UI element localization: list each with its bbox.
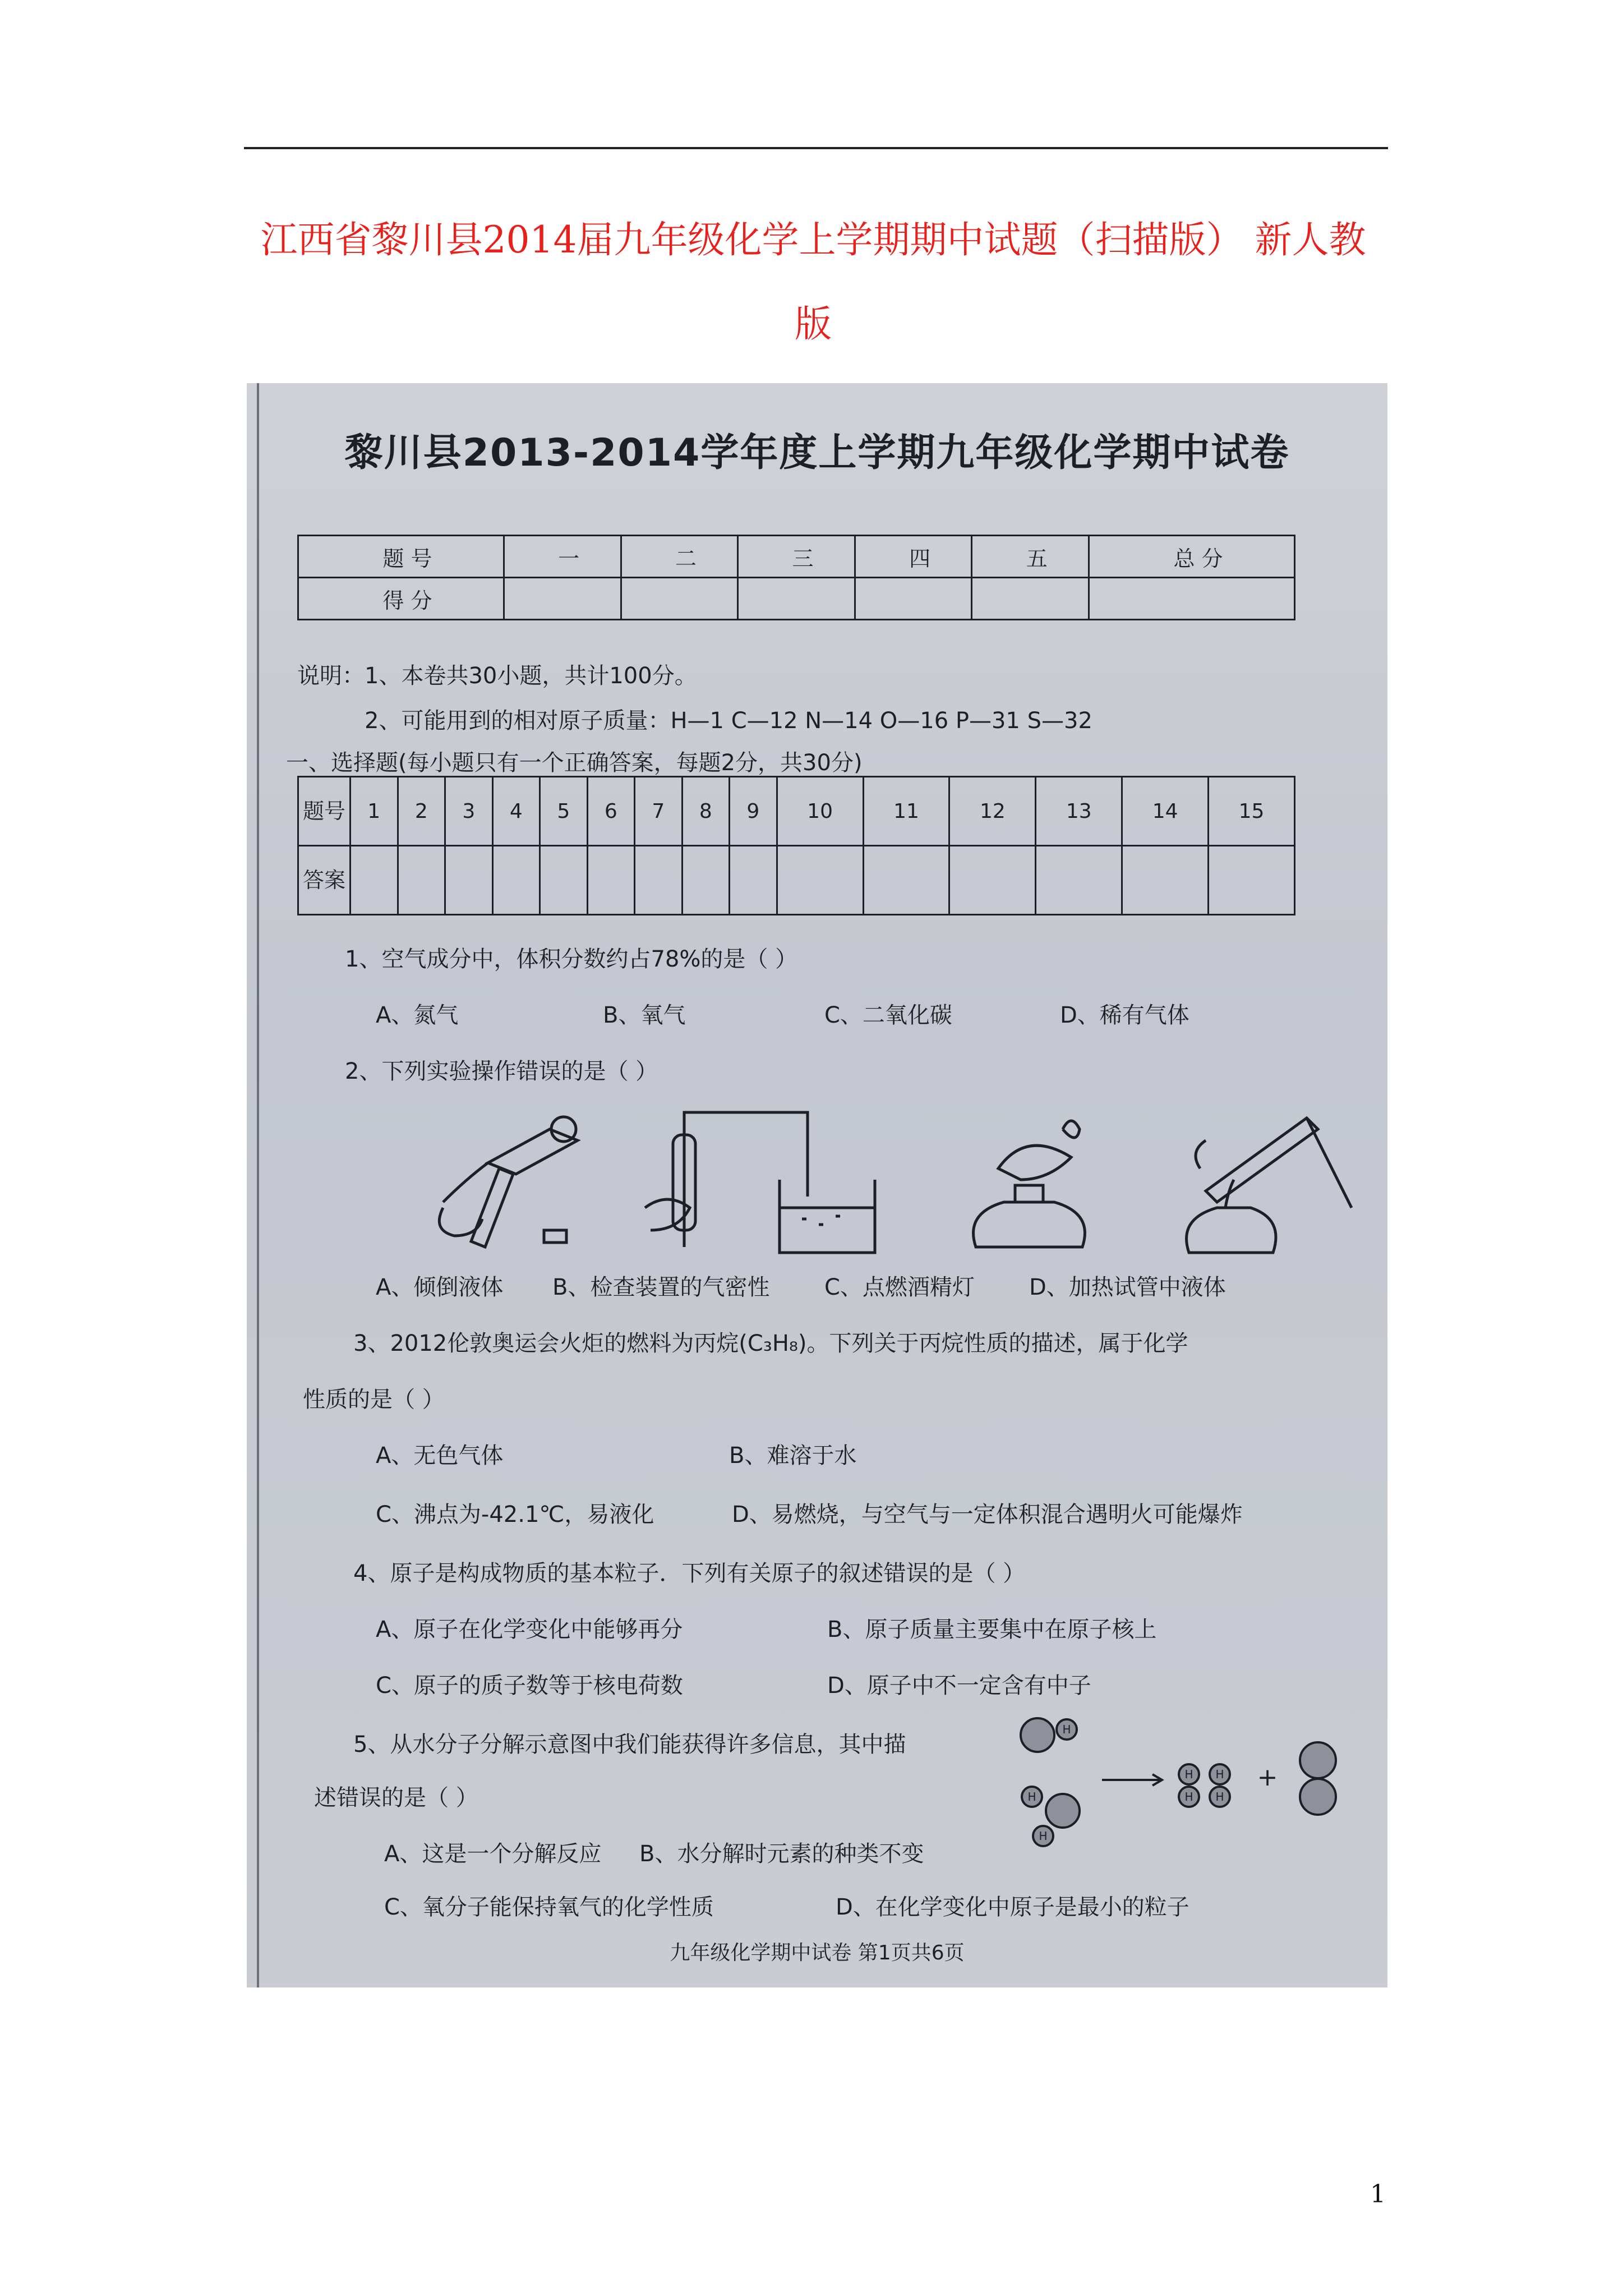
score-header-cell: 一 bbox=[504, 536, 621, 578]
scan-margin-line bbox=[257, 383, 259, 1987]
q1-option-b: B、氧气 bbox=[603, 1002, 686, 1028]
question-number-cell: 3 bbox=[445, 777, 493, 846]
question-number-cell: 7 bbox=[635, 777, 683, 846]
score-header-cell: 二 bbox=[621, 536, 738, 578]
question-number-cell: 10 bbox=[777, 777, 863, 846]
q5-option-b: B、水分解时元素的种类不变 bbox=[639, 1841, 924, 1867]
atom-label: H bbox=[1184, 1790, 1193, 1803]
answer-cell bbox=[351, 846, 398, 915]
question-number-cell: 5 bbox=[540, 777, 588, 846]
q2-option-d: D、加热试管中液体 bbox=[1029, 1274, 1226, 1300]
section-1-heading: 一、选择题(每小题只有一个正确答案，每题2分，共30分) bbox=[286, 750, 863, 776]
atom-label: H bbox=[1062, 1723, 1071, 1736]
question-number-cell: 11 bbox=[863, 777, 949, 846]
answer-cell bbox=[635, 846, 683, 915]
q1-option-c: C、二氧化碳 bbox=[824, 1002, 952, 1028]
q2-stem: 2、下列实验操作错误的是（ ） bbox=[345, 1059, 658, 1084]
score-cell bbox=[972, 578, 1089, 620]
q4-option-c: C、原子的质子数等于核电荷数 bbox=[376, 1673, 683, 1699]
q2-option-a: A、倾倒液体 bbox=[376, 1274, 504, 1300]
score-cell bbox=[855, 578, 972, 620]
question-number-cell: 9 bbox=[730, 777, 777, 846]
question-number-cell: 14 bbox=[1122, 777, 1209, 846]
scanned-exam-page bbox=[247, 383, 1387, 1987]
score-cell bbox=[1089, 578, 1295, 620]
answer-cell bbox=[777, 846, 863, 915]
header-rule bbox=[244, 147, 1388, 149]
q4-stem: 4、原子是构成物质的基本粒子．下列有关原子的叙述错误的是（ ） bbox=[353, 1561, 1026, 1586]
q5-option-a: A、这是一个分解反应 bbox=[384, 1841, 602, 1867]
q3-stem-continued: 性质的是（ ） bbox=[303, 1387, 445, 1412]
q3-option-c: C、沸点为-42.1℃，易液化 bbox=[376, 1502, 654, 1527]
question-number-cell: 6 bbox=[587, 777, 635, 846]
heating-liquid-figure bbox=[1166, 1096, 1368, 1264]
atom-label: H bbox=[1215, 1768, 1224, 1781]
atom-label: H bbox=[1027, 1790, 1036, 1803]
question-number-cell: 15 bbox=[1209, 777, 1295, 846]
answer-cell bbox=[1122, 846, 1209, 915]
answer-cell bbox=[1036, 846, 1122, 915]
note-1: 说明：1、本卷共30小题，共计100分。 bbox=[297, 663, 697, 689]
answer-cell bbox=[682, 846, 730, 915]
score-label-cell: 得 分 bbox=[298, 578, 504, 620]
exam-title: 黎川县2013-2014学年度上学期九年级化学期中试卷 bbox=[344, 431, 1290, 475]
q5-stem: 5、从水分子分解示意图中我们能获得许多信息，其中描 bbox=[353, 1732, 906, 1757]
q4-option-d: D、原子中不一定含有中子 bbox=[827, 1673, 1091, 1699]
atom-label: H bbox=[1184, 1768, 1193, 1781]
score-header-cell: 五 bbox=[972, 536, 1089, 578]
pouring-liquid-figure bbox=[421, 1096, 606, 1264]
answer-cell bbox=[863, 846, 949, 915]
answer-cell bbox=[587, 846, 635, 915]
question-number-cell: 8 bbox=[682, 777, 730, 846]
document-title-line1: 江西省黎川县2014届九年级化学上学期期中试题（扫描版） 新人教 bbox=[260, 218, 1366, 261]
answer-cell bbox=[949, 846, 1036, 915]
answer-table-head-number: 题号 bbox=[298, 777, 351, 846]
score-table bbox=[297, 535, 1295, 620]
question-number-cell: 4 bbox=[492, 777, 540, 846]
question-number-cell: 13 bbox=[1036, 777, 1122, 846]
score-cell bbox=[738, 578, 855, 620]
answer-cell bbox=[445, 846, 493, 915]
q1-stem: 1、空气成分中，体积分数约占78%的是（ ） bbox=[345, 946, 798, 972]
answer-cell bbox=[398, 846, 445, 915]
q1-option-a: A、氮气 bbox=[376, 1002, 459, 1028]
document-title-line2: 版 bbox=[795, 302, 832, 346]
score-header-cell: 四 bbox=[855, 536, 972, 578]
question-number-cell: 1 bbox=[351, 777, 398, 846]
score-cell bbox=[621, 578, 738, 620]
q3-stem: 3、2012伦敦奥运会火炬的燃料为丙烷(C₃H₈)。下列关于丙烷性质的描述，属于化学 bbox=[353, 1331, 1188, 1356]
q2-option-c: C、点燃酒精灯 bbox=[824, 1274, 975, 1300]
answer-cell bbox=[540, 846, 588, 915]
q4-option-b: B、原子质量主要集中在原子核上 bbox=[827, 1617, 1157, 1642]
q3-option-a: A、无色气体 bbox=[376, 1443, 504, 1469]
q3-option-d: D、易燃烧，与空气与一定体积混合遇明火可能爆炸 bbox=[732, 1502, 1243, 1527]
question-number-cell: 2 bbox=[398, 777, 445, 846]
q3-option-b: B、难溶于水 bbox=[729, 1443, 857, 1469]
score-cell bbox=[504, 578, 621, 620]
airtightness-check-figure bbox=[639, 1096, 920, 1264]
page-number: 1 bbox=[1370, 2180, 1386, 2208]
score-header-cell: 三 bbox=[738, 536, 855, 578]
score-header-cell: 题 号 bbox=[298, 536, 504, 578]
answer-cell bbox=[492, 846, 540, 915]
answer-table bbox=[297, 776, 1295, 915]
question-number-cell: 12 bbox=[949, 777, 1036, 846]
lighting-alcohol-lamp-figure bbox=[942, 1096, 1133, 1264]
q5-option-c: C、氧分子能保持氧气的化学性质 bbox=[384, 1894, 714, 1920]
score-header-cell: 总 分 bbox=[1089, 536, 1295, 578]
note-2: 2、可能用到的相对原子质量：H—1 C—12 N—14 O—16 P—31 S—32 bbox=[365, 708, 1092, 734]
answer-cell bbox=[1209, 846, 1295, 915]
atom-label: H bbox=[1215, 1790, 1224, 1803]
plus-sign: + bbox=[1257, 1763, 1278, 1792]
answer-table-head-answer: 答案 bbox=[298, 846, 351, 915]
atom-label: H bbox=[1039, 1829, 1048, 1843]
q1-option-d: D、稀有气体 bbox=[1060, 1002, 1189, 1028]
q5-option-d: D、在化学变化中原子是最小的粒子 bbox=[836, 1894, 1189, 1920]
scan-footer: 九年级化学期中试卷 第1页共6页 bbox=[670, 1941, 965, 1964]
answer-cell bbox=[730, 846, 777, 915]
water-decomposition-diagram bbox=[1004, 1713, 1374, 1858]
q4-option-a: A、原子在化学变化中能够再分 bbox=[376, 1617, 683, 1642]
q2-option-b: B、检查装置的气密性 bbox=[552, 1274, 770, 1300]
q5-stem-continued: 述错误的是（ ） bbox=[314, 1785, 478, 1811]
